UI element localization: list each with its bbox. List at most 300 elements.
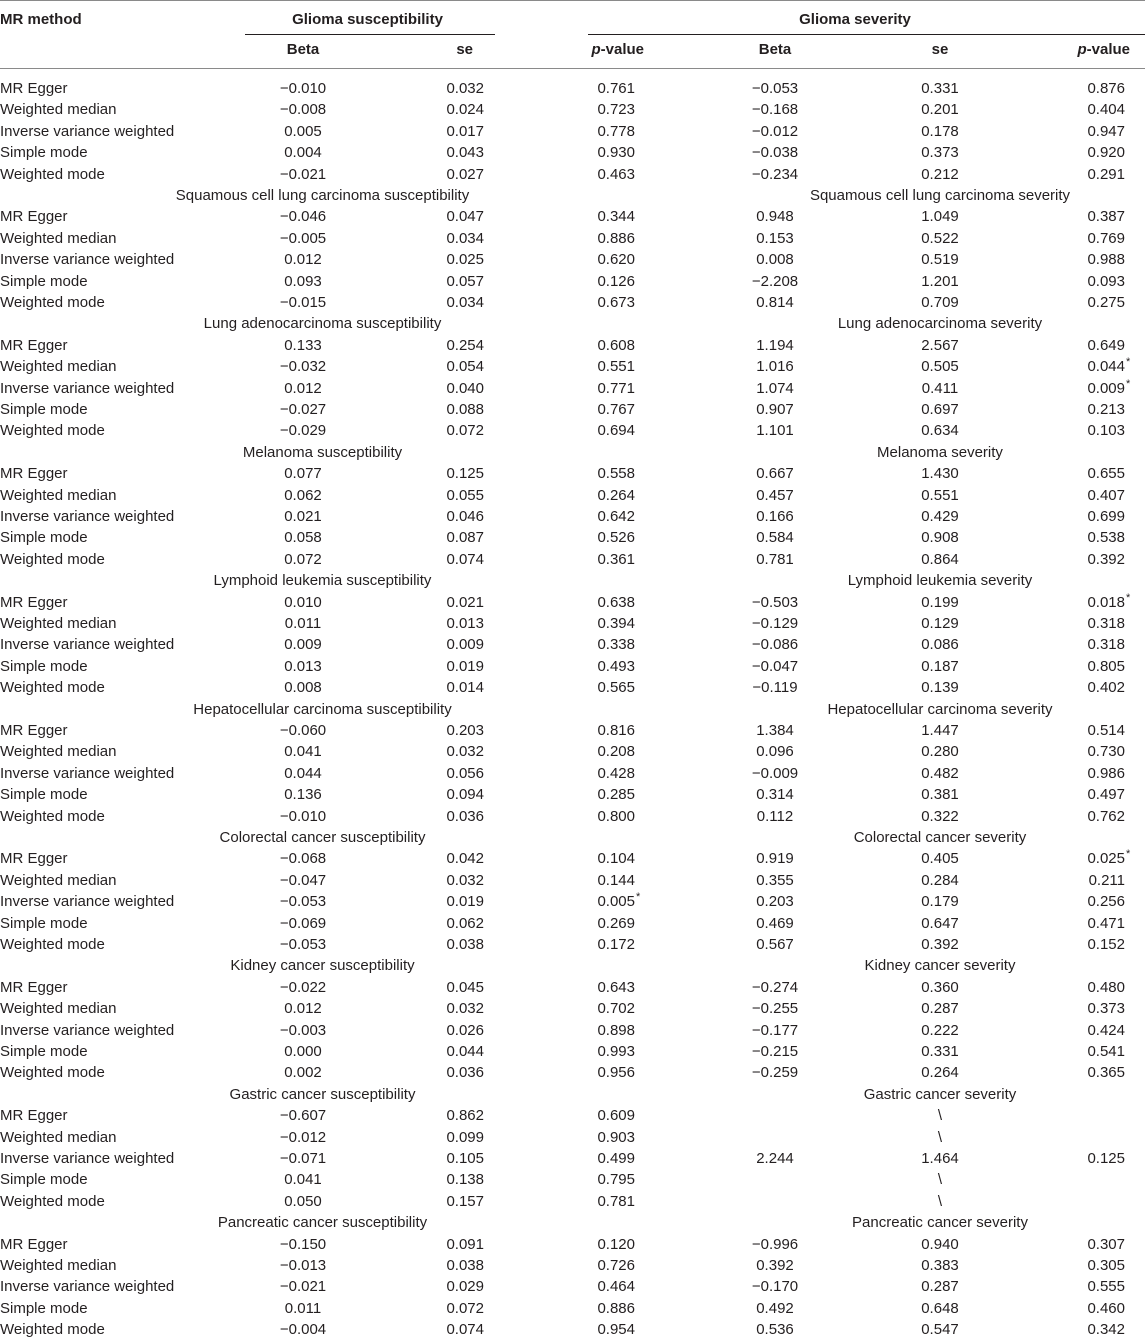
cell-p-value-severity: 0.318 — [1087, 615, 1125, 632]
header-beta-1: Beta — [286, 41, 320, 58]
cell-p-value-severity: 0.009 * — [1060, 378, 1125, 399]
cell-beta-susceptibility: 0.041 — [284, 1171, 322, 1189]
section-title-susceptibility: Melanoma susceptibility — [242, 443, 403, 461]
section-header — [0, 185, 1145, 206]
cell-p-value-severity: 0.373 — [1087, 1000, 1125, 1018]
cell-p-value-susceptibility: 0.526 — [597, 529, 635, 547]
cell-se-severity: 0.199 — [921, 593, 959, 611]
cell-p-value-severity: 0.307 — [1087, 1235, 1125, 1253]
cell-mr-method: MR Egger — [0, 1107, 68, 1125]
cell-se-severity: 0.178 — [921, 122, 959, 140]
group-underline-severity — [588, 34, 1145, 35]
cell-p-value-susceptibility: 0.493 — [597, 657, 635, 675]
table-row — [0, 720, 1145, 741]
cell-beta-susceptibility: 0.011 — [284, 1299, 322, 1317]
cell-se-susceptibility: 0.042 — [446, 850, 484, 868]
cell-beta-susceptibility: −0.012 — [279, 1128, 327, 1146]
cell-beta-susceptibility: −0.053 — [279, 893, 327, 911]
cell-beta-susceptibility: 0.072 — [284, 550, 322, 568]
cell-se-severity: 0.373 — [921, 144, 959, 162]
table-row — [0, 1255, 1145, 1276]
cell-se-severity: 0.482 — [921, 764, 959, 782]
cell-se-severity: 0.522 — [921, 229, 959, 247]
section-title-susceptibility: Squamous cell lung carcinoma susceptibility — [175, 187, 470, 204]
table-row — [0, 677, 1145, 698]
cell-beta-severity: −0.177 — [751, 1021, 799, 1039]
cell-mr-method: Weighted median — [0, 1257, 117, 1274]
cell-se-severity: 0.547 — [921, 1321, 959, 1339]
cell-beta-susceptibility: −0.071 — [279, 1150, 327, 1167]
header-beta-2: Beta — [758, 41, 792, 58]
cell-mr-method: Inverse variance weighted — [0, 122, 175, 140]
cell-se-severity: 0.864 — [921, 550, 959, 568]
cell-p-value-susceptibility: 0.778 — [597, 122, 635, 140]
cell-beta-susceptibility: −0.021 — [279, 1278, 327, 1296]
cell-beta-susceptibility: −0.046 — [279, 208, 327, 226]
cell-se-susceptibility: 0.045 — [446, 978, 484, 996]
cell-beta-severity: 1.016 — [756, 358, 794, 376]
cell-p-value-susceptibility: 0.558 — [597, 465, 635, 483]
cell-p-value-severity: 0.730 — [1087, 743, 1125, 761]
table-row — [0, 977, 1145, 998]
table-row — [0, 1276, 1145, 1297]
cell-beta-susceptibility: 0.002 — [284, 1064, 322, 1082]
cell-se-severity: 1.201 — [921, 272, 959, 290]
cell-beta-susceptibility: −0.013 — [279, 1257, 327, 1274]
cell-beta-severity: 0.166 — [756, 508, 794, 525]
cell-beta-severity: 0.469 — [756, 914, 794, 932]
cell-mr-method: MR Egger — [0, 978, 68, 996]
cell-beta-susceptibility: 0.050 — [284, 1192, 322, 1210]
cell-p-value-susceptibility: 0.005 * — [580, 891, 635, 912]
cell-p-value-susceptibility: 0.428 — [597, 764, 635, 782]
cell-se-susceptibility: 0.157 — [446, 1192, 484, 1210]
cell-p-value-susceptibility: 0.464 — [597, 1278, 635, 1296]
cell-se-susceptibility: 0.040 — [446, 379, 484, 397]
cell-p-value-severity: 0.497 — [1087, 786, 1125, 804]
cell-beta-susceptibility: 0.062 — [284, 486, 322, 504]
cell-beta-susceptibility: 0.077 — [284, 465, 322, 483]
cell-p-value-susceptibility: 0.269 — [597, 914, 635, 932]
cell-beta-severity: −0.119 — [752, 679, 798, 697]
cell-se-susceptibility: 0.032 — [446, 743, 484, 761]
cell-p-value-severity: 0.460 — [1087, 1299, 1125, 1317]
cell-beta-severity: 0.008 — [756, 251, 794, 269]
cell-beta-severity: −0.170 — [751, 1278, 799, 1296]
cell-mr-method: MR Egger — [0, 465, 68, 483]
section-header — [0, 699, 1145, 720]
header-p-value-2: p-value — [1077, 41, 1130, 58]
section-title-susceptibility: Lymphoid leukemia susceptibility — [213, 572, 432, 590]
cell-mr-method: Simple mode — [0, 1043, 88, 1060]
cell-p-value-susceptibility: 0.285 — [597, 786, 635, 804]
cell-se-susceptibility: 0.043 — [446, 144, 484, 162]
table-row — [0, 420, 1145, 441]
cell-beta-susceptibility: 0.012 — [284, 379, 322, 397]
cell-p-value-severity: 0.876 — [1087, 80, 1125, 97]
cell-beta-susceptibility: −0.029 — [279, 422, 327, 440]
cell-beta-severity: 0.153 — [756, 229, 794, 247]
cell-mr-method: Simple mode — [0, 144, 88, 162]
cell-mr-method: Inverse variance weighted — [0, 1278, 175, 1296]
table-row — [0, 870, 1145, 891]
cell-se-severity: 0.505 — [921, 358, 959, 376]
cell-beta-susceptibility: 0.058 — [284, 529, 322, 547]
cell-se-severity: 0.647 — [921, 914, 959, 932]
cell-se-severity: 1.464 — [921, 1150, 959, 1167]
table-row — [0, 1105, 1145, 1126]
table-row — [0, 998, 1145, 1019]
cell-mr-method: Weighted mode — [0, 936, 105, 953]
table-row — [0, 741, 1145, 762]
section-title-susceptibility: Kidney cancer susceptibility — [230, 957, 415, 975]
cell-beta-susceptibility: −0.069 — [279, 914, 327, 932]
cell-se-susceptibility: 0.088 — [446, 401, 484, 418]
cell-se-severity: 0.264 — [921, 1064, 959, 1082]
cell-beta-susceptibility: 0.008 — [284, 679, 322, 697]
cell-se-susceptibility: 0.254 — [446, 336, 484, 354]
cell-se-severity: 0.908 — [921, 529, 959, 547]
cell-mr-method: Simple mode — [0, 657, 88, 675]
cell-beta-severity: −0.503 — [751, 593, 799, 611]
cell-beta-severity: 2.244 — [756, 1150, 794, 1167]
cell-beta-susceptibility: −0.150 — [279, 1235, 327, 1253]
table-row — [0, 891, 1145, 912]
cell-se-susceptibility: 0.019 — [446, 893, 484, 911]
cell-beta-susceptibility: −0.607 — [279, 1107, 327, 1125]
cell-mr-method: Inverse variance weighted — [0, 893, 175, 911]
group-underline-susceptibility — [245, 34, 495, 35]
cell-beta-susceptibility: −0.022 — [279, 978, 327, 996]
table-row — [0, 806, 1145, 827]
cell-se-susceptibility: 0.024 — [446, 101, 484, 119]
header-se-1: se — [456, 41, 473, 58]
cell-beta-susceptibility: 0.093 — [284, 272, 322, 290]
cell-p-value-severity: 0.947 — [1087, 122, 1125, 140]
cell-beta-susceptibility: 0.011 — [284, 615, 322, 632]
cell-beta-severity: 0.814 — [756, 294, 794, 311]
table-row — [0, 527, 1145, 548]
section-title-severity: Colorectal cancer severity — [853, 829, 1027, 846]
cell-p-value-susceptibility: 0.620 — [597, 251, 635, 269]
cell-p-value-severity: 0.365 — [1087, 1064, 1125, 1082]
cell-se-susceptibility: 0.032 — [446, 871, 484, 889]
cell-p-value-susceptibility: 0.104 — [597, 850, 635, 868]
cell-p-value-susceptibility: 0.172 — [597, 936, 635, 953]
significance-marker: * — [1126, 848, 1131, 861]
cell-mr-method: Weighted mode — [0, 1321, 105, 1339]
cell-mr-method: Inverse variance weighted — [0, 251, 175, 269]
cell-se-severity: 0.697 — [921, 401, 959, 418]
cell-beta-severity: 0.096 — [756, 743, 794, 761]
cell-mr-method: MR Egger — [0, 208, 68, 226]
cell-p-value-severity: 0.211 — [1088, 871, 1125, 889]
table-row — [0, 1148, 1145, 1169]
cell-p-value-susceptibility: 0.361 — [597, 550, 635, 568]
significance-marker: * — [636, 891, 641, 904]
cell-beta-severity: 0.584 — [756, 529, 794, 547]
header-mr-method: MR method — [0, 11, 82, 28]
cell-se-severity: \ — [937, 1107, 943, 1125]
cell-beta-severity: 0.536 — [756, 1321, 794, 1339]
cell-beta-susceptibility: 0.010 — [284, 593, 322, 611]
section-title-severity: Melanoma severity — [877, 443, 1003, 461]
cell-beta-severity: −0.234 — [751, 165, 799, 183]
cell-p-value-severity: 0.986 — [1087, 764, 1125, 782]
cell-mr-method: Weighted mode — [0, 422, 105, 440]
cell-beta-severity: 0.919 — [756, 850, 794, 868]
table-row — [0, 1020, 1145, 1041]
cell-se-severity: 0.179 — [921, 893, 959, 911]
cell-se-severity: 0.287 — [921, 1278, 959, 1296]
cell-beta-severity: 1.101 — [756, 422, 794, 440]
cell-se-severity: 0.287 — [921, 1000, 959, 1018]
header-rule — [0, 68, 1145, 69]
cell-p-value-severity: 0.424 — [1087, 1021, 1125, 1039]
cell-se-susceptibility: 0.044 — [446, 1043, 484, 1060]
cell-p-value-susceptibility: 0.338 — [597, 636, 635, 654]
cell-p-value-severity: 0.920 — [1087, 144, 1125, 162]
cell-mr-method: Inverse variance weighted — [0, 764, 175, 782]
cell-p-value-severity: 0.805 — [1087, 657, 1125, 675]
cell-se-susceptibility: 0.138 — [446, 1171, 484, 1189]
cell-p-value-susceptibility: 0.344 — [597, 208, 635, 226]
table-row — [0, 206, 1145, 227]
section-header — [0, 570, 1145, 591]
cell-beta-severity: −0.259 — [751, 1064, 799, 1082]
table-row — [0, 1319, 1145, 1340]
cell-beta-severity: 0.355 — [756, 871, 794, 889]
cell-p-value-susceptibility: 0.800 — [597, 807, 635, 825]
cell-beta-susceptibility: −0.047 — [279, 871, 327, 889]
cell-beta-susceptibility: 0.013 — [284, 657, 322, 675]
table-row — [0, 1062, 1145, 1083]
cell-p-value-severity: 0.213 — [1087, 401, 1125, 418]
cell-p-value-severity: 0.275 — [1087, 294, 1125, 311]
cell-p-value-severity: 0.305 — [1087, 1257, 1125, 1274]
section-header — [0, 313, 1145, 334]
cell-mr-method: Weighted mode — [0, 294, 105, 311]
cell-se-severity: 0.381 — [921, 786, 959, 804]
table-row — [0, 613, 1145, 634]
header-p-value-1: p-value — [591, 41, 644, 58]
cell-se-susceptibility: 0.062 — [446, 914, 484, 932]
cell-beta-severity: −2.208 — [751, 272, 799, 290]
cell-se-severity: 1.447 — [921, 722, 959, 739]
cell-se-susceptibility: 0.038 — [446, 1257, 484, 1274]
table-row — [0, 1041, 1145, 1062]
cell-mr-method: MR Egger — [0, 722, 68, 739]
cell-se-susceptibility: 0.091 — [446, 1235, 484, 1253]
cell-se-susceptibility: 0.099 — [446, 1128, 484, 1146]
cell-mr-method: Inverse variance weighted — [0, 1021, 175, 1039]
cell-se-susceptibility: 0.094 — [446, 786, 484, 804]
cell-beta-severity: −0.129 — [751, 615, 799, 632]
cell-se-severity: \ — [937, 1128, 943, 1146]
table-row — [0, 784, 1145, 805]
cell-beta-susceptibility: −0.005 — [279, 229, 327, 247]
table-row — [0, 228, 1145, 249]
header-glioma-severity: Glioma severity — [799, 11, 911, 28]
section-header — [0, 1084, 1145, 1105]
cell-se-susceptibility: 0.056 — [446, 764, 484, 782]
table-row — [0, 656, 1145, 677]
cell-p-value-susceptibility: 0.795 — [597, 1171, 635, 1189]
cell-p-value-severity: 0.125 — [1087, 1150, 1125, 1167]
cell-beta-susceptibility: 0.021 — [284, 508, 322, 525]
cell-beta-severity: 0.567 — [756, 936, 794, 953]
cell-beta-susceptibility: −0.004 — [279, 1321, 327, 1339]
cell-beta-susceptibility: −0.027 — [279, 401, 327, 418]
cell-beta-severity: 0.492 — [756, 1299, 794, 1317]
cell-p-value-susceptibility: 0.903 — [597, 1128, 635, 1146]
table-row — [0, 634, 1145, 655]
cell-p-value-susceptibility: 0.898 — [597, 1021, 635, 1039]
cell-p-value-severity: 0.404 — [1087, 101, 1125, 119]
cell-p-value-severity: 0.988 — [1087, 251, 1125, 269]
table-row — [0, 1234, 1145, 1255]
section-title-severity: Squamous cell lung carcinoma severity — [809, 187, 1071, 204]
cell-se-susceptibility: 0.087 — [446, 529, 484, 547]
cell-beta-severity: −0.215 — [751, 1043, 799, 1060]
cell-beta-susceptibility: −0.010 — [279, 80, 327, 97]
cell-p-value-severity: 0.025 * — [1060, 848, 1125, 869]
significance-marker: * — [1126, 377, 1131, 390]
cell-se-susceptibility: 0.032 — [446, 1000, 484, 1018]
cell-p-value-severity: 0.407 — [1087, 486, 1125, 504]
cell-se-severity: 1.049 — [921, 208, 959, 226]
cell-p-value-susceptibility: 0.551 — [597, 358, 635, 376]
cell-se-severity: 0.551 — [921, 486, 959, 504]
cell-se-severity: 0.392 — [921, 936, 959, 953]
cell-beta-severity: −0.996 — [751, 1235, 799, 1253]
cell-se-susceptibility: 0.021 — [446, 593, 484, 611]
cell-beta-severity: 1.384 — [756, 722, 794, 739]
cell-mr-method: Simple mode — [0, 529, 88, 547]
cell-mr-method: Weighted median — [0, 1000, 117, 1018]
cell-se-severity: 0.331 — [921, 1043, 959, 1060]
cell-p-value-severity: 0.152 — [1087, 936, 1125, 953]
cell-p-value-susceptibility: 0.463 — [597, 165, 635, 183]
cell-se-susceptibility: 0.036 — [446, 1064, 484, 1082]
top-rule — [0, 0, 1145, 1]
cell-p-value-severity: 0.402 — [1087, 679, 1125, 697]
cell-beta-severity: −0.038 — [751, 144, 799, 162]
cell-beta-susceptibility: 0.136 — [284, 786, 322, 804]
cell-mr-method: Simple mode — [0, 1299, 88, 1317]
cell-mr-method: MR Egger — [0, 593, 68, 611]
cell-mr-method: Weighted mode — [0, 550, 105, 568]
cell-se-susceptibility: 0.009 — [446, 636, 484, 654]
cell-mr-method: Weighted median — [0, 615, 117, 632]
cell-se-susceptibility: 0.047 — [446, 208, 484, 226]
cell-se-severity: 0.331 — [921, 80, 959, 97]
cell-se-severity: 0.405 — [921, 850, 959, 868]
cell-se-susceptibility: 0.074 — [446, 550, 484, 568]
cell-p-value-severity: 0.555 — [1087, 1278, 1125, 1296]
cell-se-severity: 0.280 — [921, 743, 959, 761]
section-title-susceptibility: Lung adenocarcinoma susceptibility — [203, 315, 442, 333]
cell-p-value-susceptibility: 0.993 — [597, 1043, 635, 1060]
cell-se-susceptibility: 0.125 — [446, 465, 484, 483]
section-title-severity: Hepatocellular carcinoma severity — [827, 700, 1053, 718]
cell-p-value-susceptibility: 0.264 — [597, 486, 635, 504]
cell-p-value-severity: 0.655 — [1087, 465, 1125, 483]
cell-p-value-susceptibility: 0.886 — [597, 229, 635, 247]
section-header — [0, 1212, 1145, 1233]
cell-se-severity: 0.187 — [921, 657, 959, 675]
cell-p-value-severity: 0.541 — [1087, 1043, 1125, 1060]
cell-se-susceptibility: 0.055 — [446, 486, 484, 504]
cell-p-value-severity: 0.480 — [1087, 978, 1125, 996]
cell-se-susceptibility: 0.014 — [446, 679, 484, 697]
cell-beta-susceptibility: −0.003 — [279, 1021, 327, 1039]
cell-se-susceptibility: 0.027 — [446, 165, 484, 183]
cell-se-severity: 0.360 — [921, 978, 959, 996]
table-row — [0, 121, 1145, 142]
cell-p-value-severity: 0.649 — [1087, 336, 1125, 354]
cell-beta-susceptibility: 0.133 — [284, 336, 322, 354]
section-title-susceptibility: Gastric cancer susceptibility — [229, 1085, 416, 1103]
cell-se-severity: 0.634 — [921, 422, 959, 440]
cell-p-value-severity: 0.392 — [1087, 550, 1125, 568]
cell-se-susceptibility: 0.036 — [446, 807, 484, 825]
cell-beta-severity: −0.047 — [751, 657, 799, 675]
cell-beta-susceptibility: 0.004 — [284, 144, 322, 162]
section-title-susceptibility: Pancreatic cancer susceptibility — [217, 1214, 428, 1232]
section-title-severity: Lung adenocarcinoma severity — [837, 315, 1043, 333]
table-row — [0, 356, 1145, 377]
cell-mr-method: Simple mode — [0, 914, 88, 932]
section-header — [0, 442, 1145, 463]
section-header — [0, 827, 1145, 848]
cell-mr-method: Weighted mode — [0, 1192, 105, 1210]
cell-beta-susceptibility: −0.068 — [279, 850, 327, 868]
cell-beta-susceptibility: 0.012 — [284, 1000, 322, 1018]
cell-se-severity: 0.411 — [921, 379, 959, 397]
table-row — [0, 1169, 1145, 1190]
cell-p-value-susceptibility: 0.816 — [597, 722, 635, 739]
table-row — [0, 271, 1145, 292]
cell-p-value-susceptibility: 0.886 — [597, 1299, 635, 1317]
cell-beta-susceptibility: −0.053 — [279, 936, 327, 953]
cell-mr-method: Weighted mode — [0, 1064, 105, 1082]
table-row — [0, 1191, 1145, 1212]
cell-p-value-susceptibility: 0.638 — [597, 593, 635, 611]
cell-se-severity: 0.086 — [921, 636, 959, 654]
cell-mr-method: MR Egger — [0, 80, 68, 97]
cell-beta-susceptibility: −0.032 — [279, 358, 327, 376]
cell-p-value-severity: 0.538 — [1087, 529, 1125, 547]
cell-p-value-susceptibility: 0.120 — [597, 1235, 635, 1253]
cell-beta-severity: 0.392 — [756, 1257, 794, 1274]
cell-mr-method: Weighted median — [0, 871, 117, 889]
cell-mr-method: Weighted median — [0, 358, 117, 376]
cell-se-susceptibility: 0.046 — [446, 508, 484, 525]
cell-se-severity: 0.284 — [921, 871, 959, 889]
cell-p-value-severity: 0.044 * — [1060, 356, 1125, 377]
cell-mr-method: Inverse variance weighted — [0, 1150, 175, 1167]
cell-se-severity: 0.648 — [921, 1299, 959, 1317]
table-row — [0, 78, 1145, 99]
significance-marker: * — [1126, 356, 1131, 369]
cell-mr-method: Weighted median — [0, 1128, 117, 1146]
cell-p-value-susceptibility: 0.144 — [597, 871, 635, 889]
section-title-severity: Kidney cancer severity — [864, 957, 1016, 975]
cell-beta-severity: 0.457 — [756, 486, 794, 504]
cell-mr-method: Weighted median — [0, 229, 117, 247]
cell-se-susceptibility: 0.057 — [446, 272, 484, 290]
